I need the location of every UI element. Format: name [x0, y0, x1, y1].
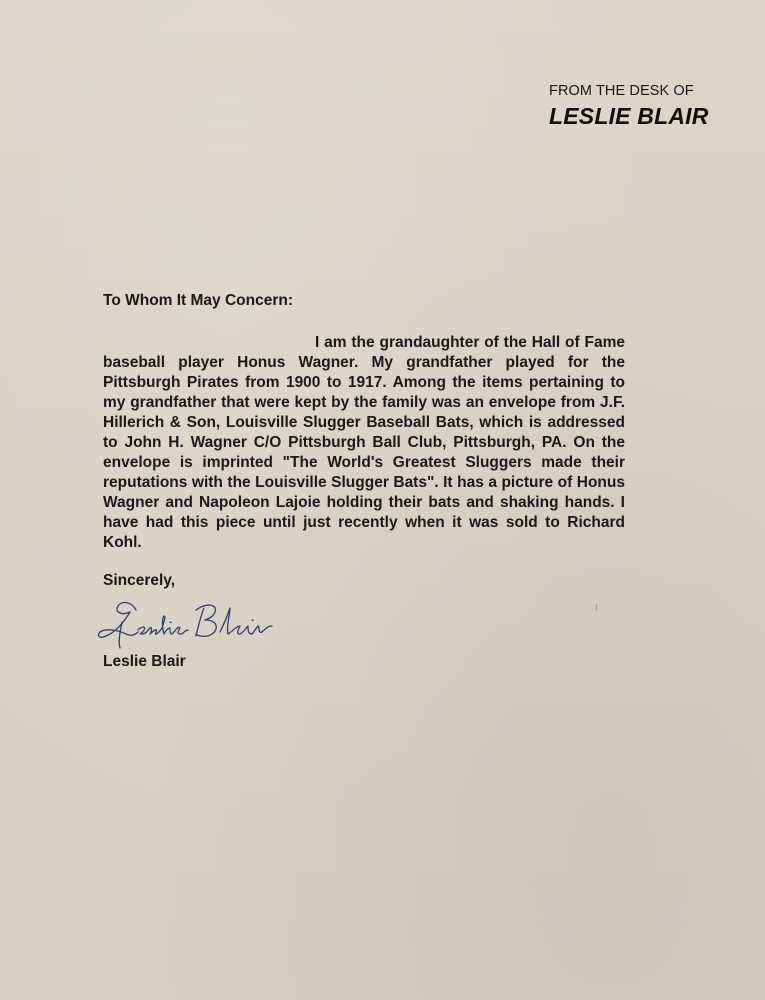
letterhead-name: LESLIE BLAIR: [549, 103, 709, 129]
letter-body: I am the grandaughter of the Hall of Fame baseball player Honus Wagner. My grandfather played for the Pittsburgh Pirates from 1900 to 1917. Among the items pertaining to my grandfather that were kept by the family was an envelope from J.F. Hillerich & Son, Louisville Slugger Baseball Bats, which is addressed to John H. Wagner C/O Pittsburgh Ball Club, Pittsburgh, PA. On the envelope is imprinted "The World's Greatest Sluggers made their reputations with the Louisville Slugger Bats". It has a picture of Honus Wagner and Napoleon Lajoie holding their bats and shaking hands. I have had this piece until just recently when it was sold to Richard Kohl.: [103, 334, 625, 551]
salutation: To Whom It May Concern:: [103, 292, 294, 309]
letterhead-from-the-desk-of: FROM THE DESK OF: [549, 83, 694, 99]
closing: Sincerely,: [103, 572, 176, 589]
handwritten-signature: [92, 592, 292, 654]
letterhead: [549, 83, 749, 130]
signer-name: Leslie Blair: [103, 653, 186, 670]
paper-speck: [596, 604, 597, 611]
